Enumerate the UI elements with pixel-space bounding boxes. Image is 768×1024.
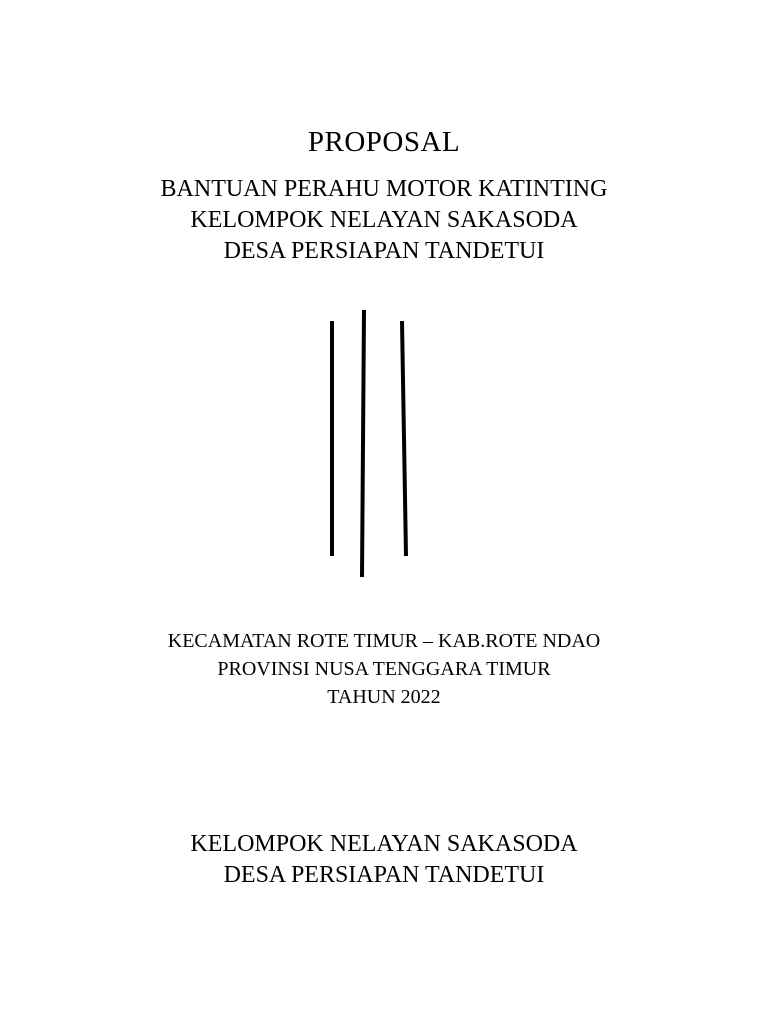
location-line-1: KECAMATAN ROTE TIMUR – KAB.ROTE NDAO <box>167 630 601 652</box>
location-line-3: TAHUN 2022 <box>327 686 441 708</box>
subtitle-line-1: BANTUAN PERAHU MOTOR KATINTING <box>160 176 608 202</box>
document-title: PROPOSAL <box>307 126 461 158</box>
decorative-line-right <box>402 321 406 556</box>
footer-line-1: KELOMPOK NELAYAN SAKASODA <box>190 831 578 857</box>
footer-line-2: DESA PERSIAPAN TANDETUI <box>223 862 545 888</box>
subtitle-line-2: KELOMPOK NELAYAN SAKASODA <box>190 207 578 233</box>
location-line-2: PROVINSI NUSA TENGGARA TIMUR <box>217 658 551 680</box>
subtitle-line-3: DESA PERSIAPAN TANDETUI <box>223 238 545 264</box>
decorative-line-middle <box>362 310 364 577</box>
